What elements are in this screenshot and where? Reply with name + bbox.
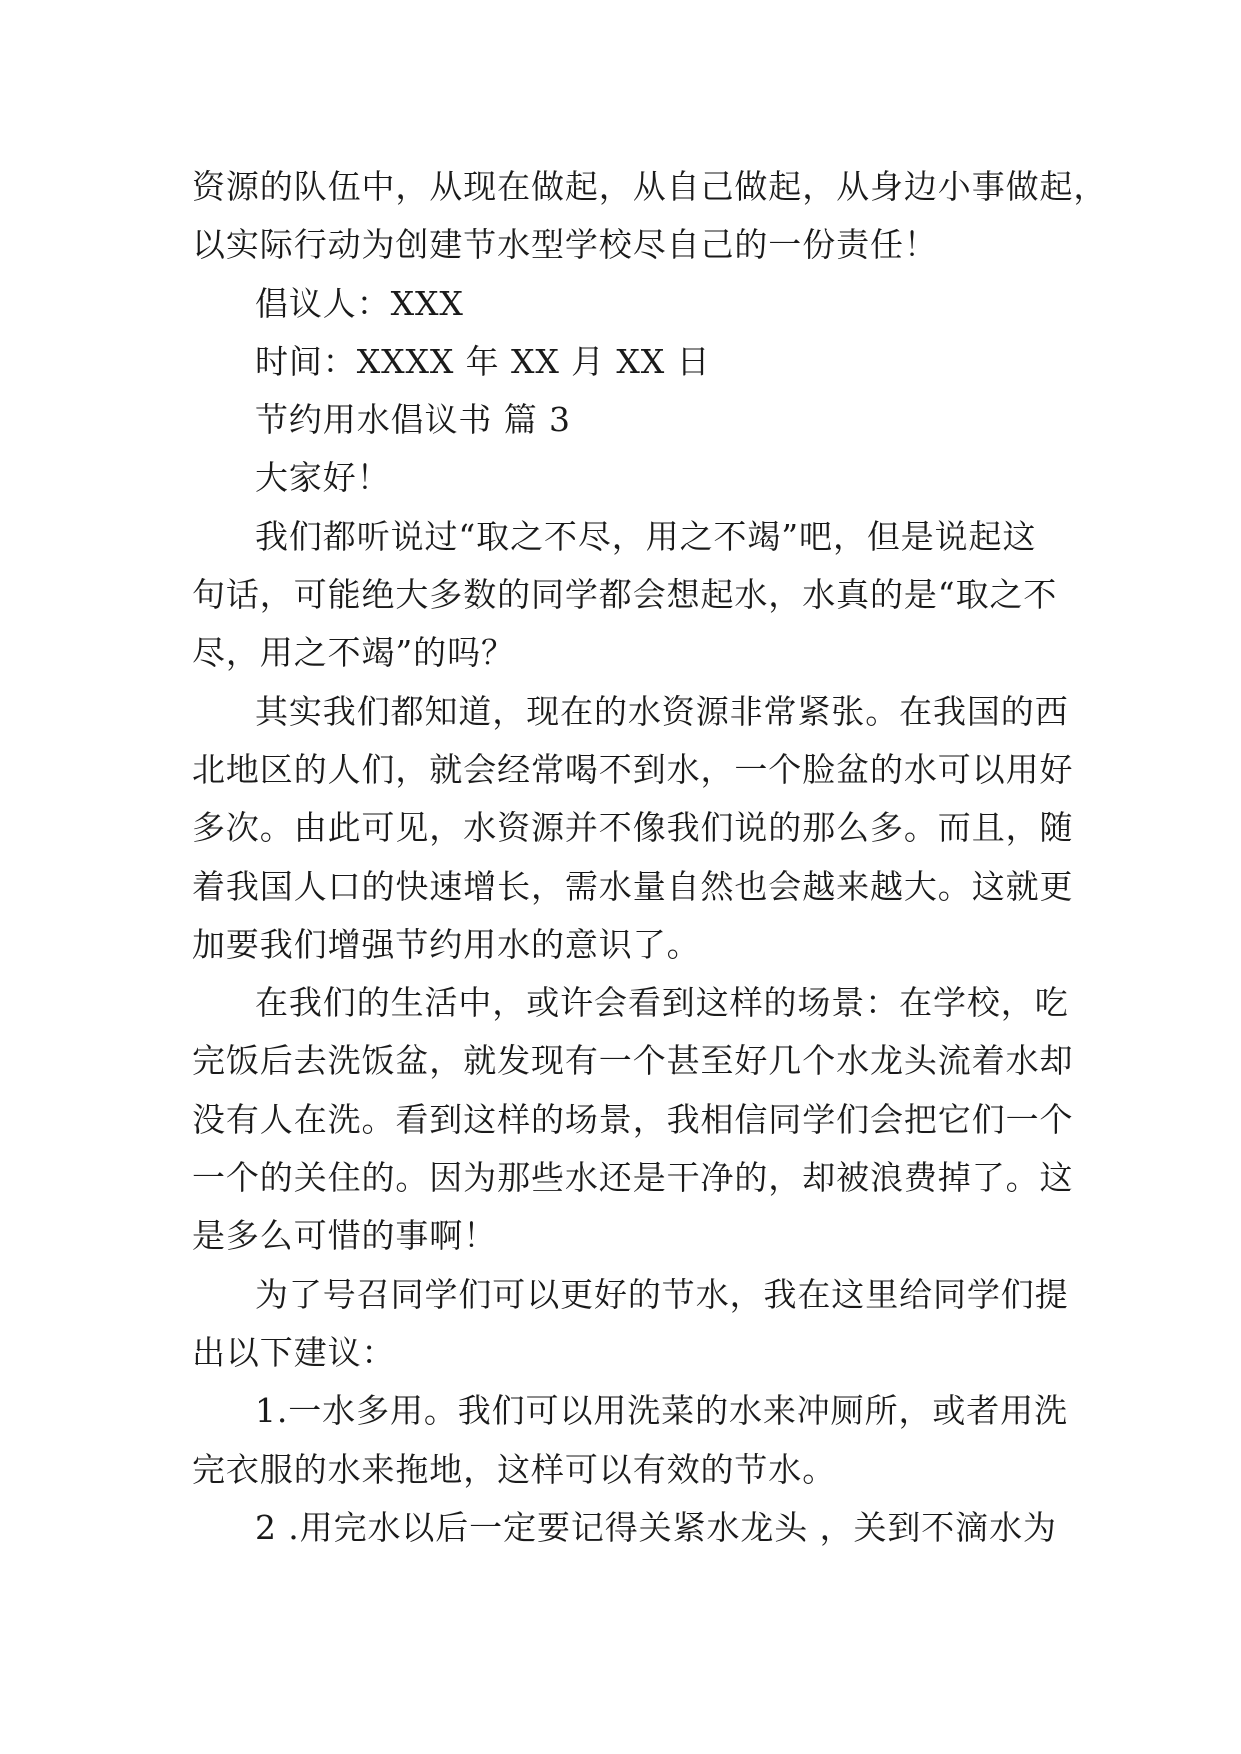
body-line: 出以下建议： bbox=[192, 1332, 396, 1372]
body-line: 一个的关住的。因为那些水还是干净的，却被浪费掉了。这 bbox=[192, 1158, 1074, 1198]
list-item-continuation: 完衣服的水来拖地，这样可以有效的节水。 bbox=[192, 1449, 837, 1489]
body-line: 是多么可惜的事啊！ bbox=[192, 1216, 498, 1256]
signatory-line: 倡议人：XXX bbox=[255, 283, 464, 323]
body-line: 多次。由此可见，水资源并不像我们说的那么多。而且，随 bbox=[192, 808, 1074, 848]
document-page bbox=[192, 158, 1108, 1557]
body-line: 为了号召同学们可以更好的节水，我在这里给同学们提 bbox=[255, 1274, 1069, 1314]
body-line: 尽，用之不竭”的吗？ bbox=[192, 633, 515, 673]
greeting-line: 大家好！ bbox=[255, 458, 391, 498]
body-line: 句话，可能绝大多数的同学都会想起水，水真的是“取之不 bbox=[192, 575, 1058, 615]
list-item: 2 .用完水以后一定要记得关紧水龙头 ，关到不滴水为 bbox=[255, 1507, 1057, 1547]
body-line: 加要我们增强节约用水的意识了。 bbox=[192, 924, 701, 964]
body-line: 我们都听说过“取之不尽，用之不竭”吧，但是说起这 bbox=[255, 516, 1037, 556]
list-item: 1.一水多用。我们可以用洗菜的水来冲厕所，或者用洗 bbox=[255, 1391, 1068, 1431]
body-line: 资源的队伍中，从现在做起，从自己做起，从身边小事做起， bbox=[192, 167, 1108, 206]
body-line: 其实我们都知道，现在的水资源非常紧张。在我国的西 bbox=[255, 691, 1069, 731]
body-line: 以实际行动为创建节水型学校尽自己的一份责任！ bbox=[192, 225, 938, 265]
section-heading: 节约用水倡议书 篇 3 bbox=[255, 400, 571, 440]
date-line: 时间：XXXX 年 XX 月 XX 日 bbox=[255, 341, 711, 381]
body-line: 在我们的生活中，或许会看到这样的场景：在学校，吃 bbox=[255, 983, 1069, 1023]
body-line: 没有人在洗。看到这样的场景，我相信同学们会把它们一个 bbox=[192, 1099, 1074, 1139]
body-line: 北地区的人们，就会经常喝不到水，一个脸盆的水可以用好 bbox=[192, 749, 1074, 789]
body-line: 着我国人口的快速增长，需水量自然也会越来越大。这就更 bbox=[192, 866, 1074, 906]
body-line: 完饭后去洗饭盆，就发现有一个甚至好几个水龙头流着水却 bbox=[192, 1041, 1074, 1081]
